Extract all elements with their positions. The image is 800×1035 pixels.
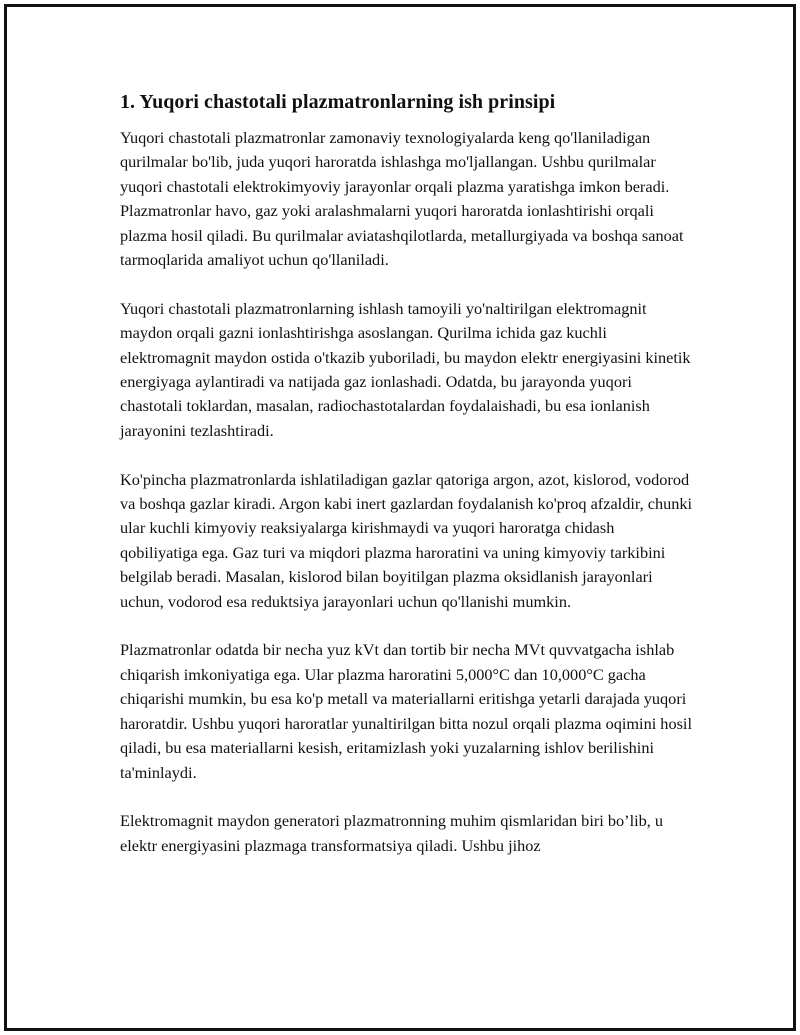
paragraph-4: Plazmatronlar odatda bir necha yuz kVt dan tortib bir necha MVt quvvatgacha ishlab chiqarish imkoniyatiga ega. Ular plazma haroratini 5,000°C dan 10,000°C gacha chiqarishi mumkin, bu esa ko'p metall va materiallarni eritishga yetarli darajada yuqori haroratdir. Ushbu yuqori haroratlar yunaltirilgan bitta nozul orqali plazma oqimini hosil qiladi, bu esa materiallarni kesish, eritamizlash yoki yuzalarning ishlov berilishini ta'minlaydi. — [120, 640, 692, 782]
section-heading: 1. Yuqori chastotali plazmatronlarning ish prinsipi — [120, 91, 556, 113]
paragraph-5: Elektromagnit maydon generatori plazmatronning muhim qismlaridan biri bo’lib, u elektr energiyasini plazmaga transformatsiya qiladi. Ushbu jihoz — [120, 811, 664, 855]
paragraph-2: Yuqori chastotali plazmatronlarning ishlash tamoyili yo'naltirilgan elektromagnit maydon orqali gazni ionlashtirishga asoslangan. Qurilma ichida gaz kuchli elektromagnit maydon ostida o'tkazib yuboriladi, bu maydon elektr energiyasini kinetik energiyaga aylantiradi va natijada gaz ionlashadi. Odatda, bu jarayonda yuqori chastotali toklardan, masalan, radiochastotalardan foydalaishadi, bu esa ionlanish jarayonini tezlashtiradi. — [120, 298, 691, 440]
document-page — [4, 4, 796, 1031]
document-body — [120, 90, 695, 883]
paragraph-3: Ko'pincha plazmatronlarda ishlatiladigan gazlar qatoriga argon, azot, kislorod, vodorod va boshqa gazlar kiradi. Argon kabi inert gazlardan foydalanish ko'proq afzaldir, chunki ular kuchli kimyoviy reaksiyalarga kirishmaydi va yuqori haroratga chidash qobiliyatiga ega. Gaz turi va miqdori plazma haroratini va uning kimyoviy tarkibini belgilab beradi. Masalan, kislorod bilan boyitilgan plazma oksidlanish jarayonlari uchun, vodorod esa reduktsiya jarayonlari uchun qo'llanishi mumkin. — [120, 469, 693, 611]
paragraph-1: Yuqori chastotali plazmatronlar zamonaviy texnologiyalarda keng qo'llaniladigan qurilmalar bo'lib, juda yuqori haroratda ishlashga mo'ljallangan. Ushbu qurilmalar yuqori chastotali elektrokimyoviy jarayonlar orqali plazma yaratishga imkon beradi. Plazmatronlar havo, gaz yoki aralashmalarni yuqori haroratda ionlashtirishi orqali plazma hosil qiladi. Bu qurilmalar aviatashqilotlarda, metallurgiyada va boshqa sanoat tarmoqlarida amaliyot uchun qo'llaniladi. — [120, 128, 684, 270]
